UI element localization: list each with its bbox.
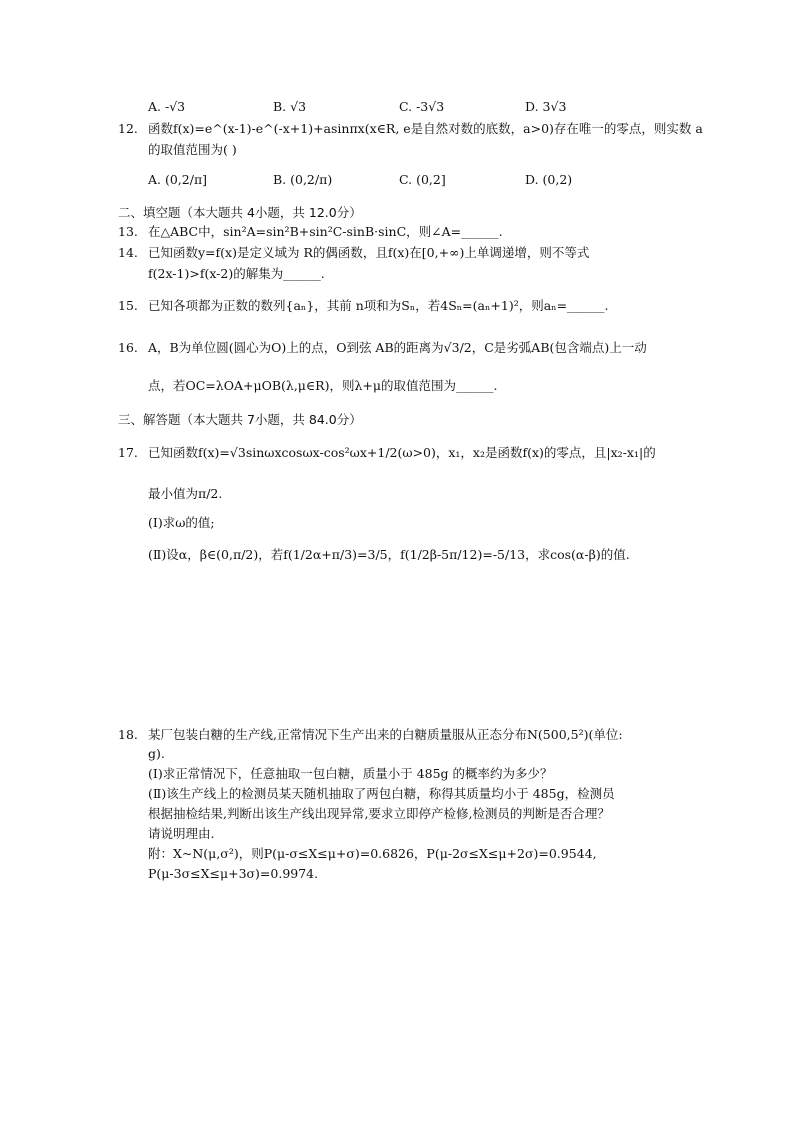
q12-line1: 函数f(x)=e^(x-1)-e^(-x+1)+asinπx(x∈R, e是自然对数的底数，a>0)存在唯一的零点，则实数 a: [148, 121, 703, 136]
q18-appendix-line2: P(μ-3σ≤X≤μ+3σ)=0.9974.: [148, 866, 319, 881]
q12-option-d: D. (0,2): [525, 172, 573, 187]
q16-line1: A，B为单位圆(圆心为O)上的点，O到弦 AB的距离为√3/2，C是劣弧AB(包含端点)上一动: [148, 340, 647, 355]
q16-number: 16.: [118, 340, 138, 355]
q11-option-d: D. 3√3: [525, 99, 567, 114]
q18-part2-line3: 请说明理由.: [148, 826, 215, 841]
q13-number: 13.: [118, 224, 138, 239]
q14-number: 14.: [118, 245, 138, 260]
q18-number: 18.: [118, 727, 138, 742]
q18-line1: 某厂包装白糖的生产线,正常情况下生产出来的白糖质量服从正态分布N(500,5²)(单位:: [148, 727, 623, 742]
q15-text: 已知各项都为正数的数列{aₙ}，其前 n项和为Sₙ，若4Sₙ=(aₙ+1)²，则aₙ=______.: [148, 298, 609, 313]
q15-number: 15.: [118, 298, 138, 313]
q18-part2-line1: (Ⅱ)该生产线上的检测员某天随机抽取了两包白糖，称得其质量均小于 485g，检测员: [148, 786, 615, 801]
section-solutions-heading: 三、解答题（本大题共 7小题，共 84.0分）: [118, 412, 362, 427]
q17-part2: (Ⅱ)设α，β∈(0,π/2)，若f(1/2α+π/3)=3/5，f(1/2β-5π/12)=-5/13，求cos(α-β)的值.: [148, 547, 630, 562]
q12-option-c: C. (0,2]: [399, 172, 446, 187]
q12-option-a: A. (0,2/π]: [148, 172, 208, 187]
q16-line2: 点，若OC=λOA+μOB(λ,μ∈R)，则λ+μ的取值范围为______.: [148, 378, 498, 393]
q13-text: 在△ABC中，sin²A=sin²B+sin²C-sinB·sinC，则∠A=______.: [148, 224, 503, 239]
q18-part2-line2: 根据抽检结果,判断出该生产线出现异常,要求立即停产检修,检测员的判断是否合理？: [148, 806, 610, 821]
q14-line2: f(2x-1)>f(x-2)的解集为______.: [148, 266, 325, 281]
section-fill-in-heading: 二、填空题（本大题共 4小题，共 12.0分）: [118, 205, 362, 220]
q18-part1: (Ⅰ)求正常情况下，任意抽取一包白糖，质量小于 485g 的概率约为多少？: [148, 766, 553, 781]
q14-line1: 已知函数y=f(x)是定义域为 R的偶函数，且f(x)在[0,+∞)上单调递增，则不等式: [148, 245, 590, 260]
q12-line2: 的取值范围为( ): [148, 142, 237, 157]
q17-line1: 已知函数f(x)=√3sinωxcosωx-cos²ωx+1/2(ω>0)，x₁，x₂是函数f(x)的零点，且|x₂-x₁|的: [148, 445, 656, 460]
q11-option-a: A. -√3: [148, 99, 186, 114]
q12-number: 12.: [118, 121, 138, 136]
q17-line2: 最小值为π/2.: [148, 486, 223, 501]
q12-option-b: B. (0,2/π): [273, 172, 333, 187]
q11-option-b: B. √3: [273, 99, 307, 114]
q17-number: 17.: [118, 445, 138, 460]
q18-line2: g).: [148, 746, 165, 761]
q11-option-c: C. -3√3: [399, 99, 445, 114]
q17-part1: (Ⅰ)求ω的值;: [148, 515, 215, 530]
q18-appendix-line1: 附：X~N(μ,σ²)，则P(μ-σ≤X≤μ+σ)=0.6826，P(μ-2σ≤X≤μ+2σ)=0.9544,: [148, 846, 597, 861]
